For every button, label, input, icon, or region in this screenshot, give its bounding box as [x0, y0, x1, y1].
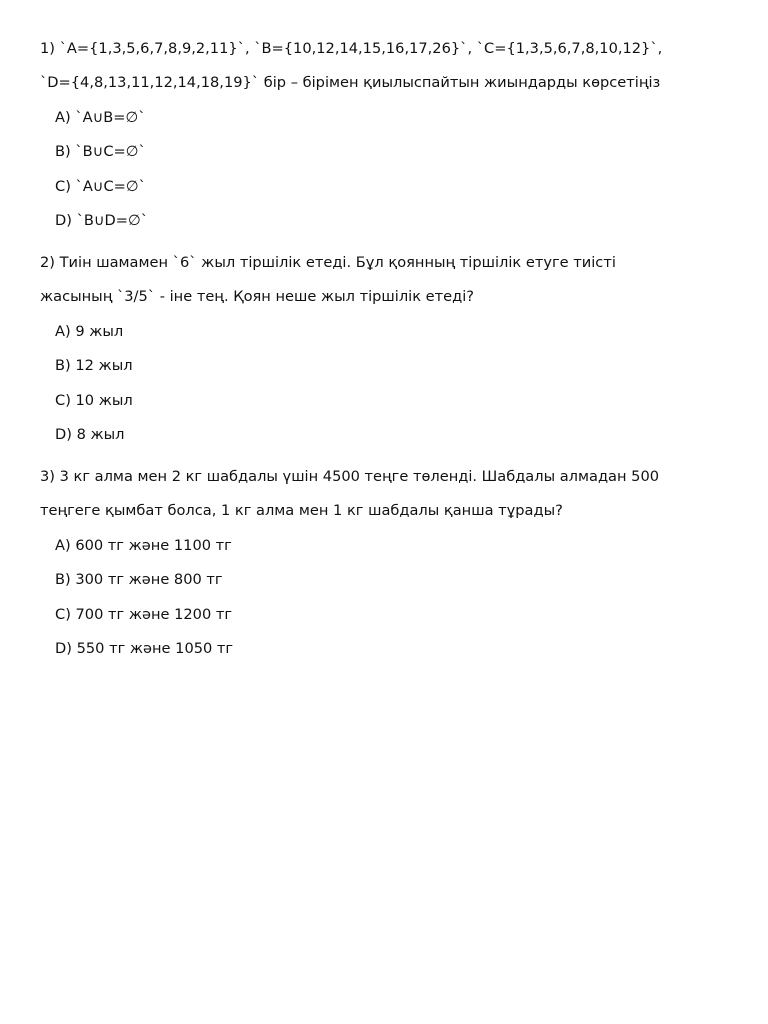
question-2-option-b: B) 12 жыл: [55, 357, 133, 375]
question-3: [40, 460, 730, 666]
question-3-text-line-2: теңгеге қымбат болса, 1 кг алма мен 1 кг шабдалы қанша тұрады?: [40, 502, 563, 520]
question-3-option-b: B) 300 тг және 800 тг: [55, 571, 223, 589]
question-3-text-line-1: 3) 3 кг алма мен 2 кг шабдалы үшін 4500 теңге төленді. Шабдалы алмадан 500: [40, 468, 660, 485]
question-2-text-line-1: 2) Тиін шамамен `6` жыл тіршілік етеді. Бұл қоянның тіршілік етуге тиісті: [40, 254, 616, 271]
question-2: [40, 246, 730, 452]
question-2-option-c: C) 10 жыл: [55, 391, 133, 409]
question-1: [40, 32, 730, 238]
question-3-option-d: D) 550 тг және 1050 тг: [55, 639, 234, 657]
question-1-option-d: D) `B∪D=∅`: [55, 211, 149, 229]
question-3-option-a: A) 600 тг және 1100 тг: [55, 536, 232, 554]
question-1-text-line-2: `D={4,8,13,11,12,14,18,19}` бір – бірімен қиылыспайтын жиындарды көрсетіңіз: [40, 74, 661, 92]
question-1-option-c: C) `A∪C=∅`: [55, 177, 146, 195]
question-2-option-d: D) 8 жыл: [55, 425, 125, 443]
question-1-option-b: B) `B∪C=∅`: [55, 143, 146, 161]
question-2-text-line-2: жасының `3/5` - іне тең. Қоян неше жыл тіршілік етеді?: [40, 288, 475, 306]
question-1-text-line-1: 1) `A={1,3,5,6,7,8,9,2,11}`, `B={10,12,14,15,16,17,26}`, `C={1,3,5,6,7,8,10,12}`,: [40, 40, 663, 57]
question-3-option-c: C) 700 тг және 1200 тг: [55, 605, 233, 623]
question-1-option-a: A) `A∪B=∅`: [55, 108, 146, 126]
question-2-option-a: A) 9 жыл: [55, 322, 124, 340]
